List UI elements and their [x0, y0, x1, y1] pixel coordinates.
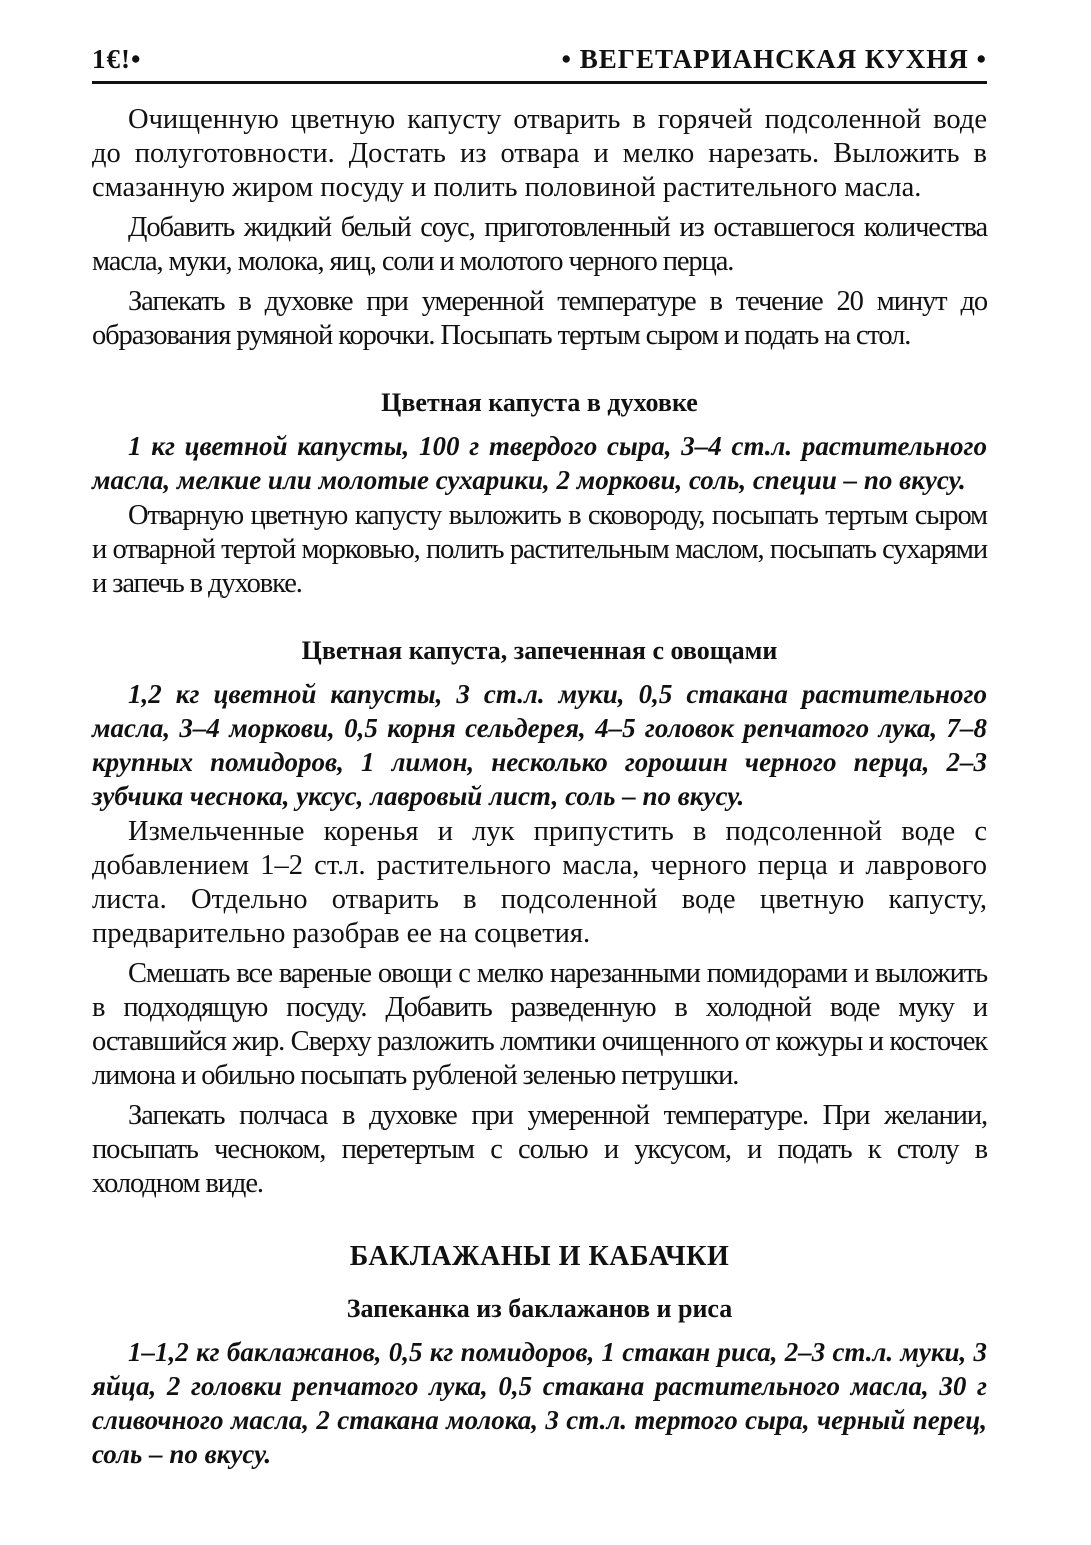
method-cauliflower-vegetables-2: Смешать все вареные овощи с мелко нарезанными помидорами и выложить в подходящую посуду. Добавить разведенную в холодной воде муку и оставшийся жир. Сверху разложить ломтики очищенного от кожуры и косточек лимона и обильно посыпать рубленой зеленью петрушки. — [92, 958, 987, 1091]
page-number: 1€!• — [92, 44, 142, 74]
section-running-title: • ВЕГЕТАРИАНСКАЯ КУХНЯ • — [561, 44, 987, 74]
method-cauliflower-vegetables-1: Измельченные коренья и лук припустить в подсоленной воде с добавлением 1–2 ст.л. растительного масла, черного перца и лаврового листа. Отдельно отварить в подсоленной воде цветную капусту, предварительно разобрав ее на соцветия. — [92, 816, 987, 949]
intro-paragraph-1: Очищенную цветную капусту отварить в горячей подсоленной воде до полуготовности. Достать из отвара и мелко нарезать. Выложить в смазанную жиром посуду и полить половиной растительного масла. — [92, 104, 987, 203]
intro-paragraph-2: Добавить жидкий белый соус, приготовленный из оставшегося количества масла, муки, молока, яиц, соли и молотого черного перца. — [92, 212, 987, 277]
recipe-title-cauliflower-oven: Цветная капуста в духовке — [381, 388, 698, 417]
recipe-title-eggplant-rice: Запеканка из баклажанов и риса — [346, 1294, 733, 1323]
ingredients-cauliflower-vegetables: 1,2 кг цветной капусты, 3 ст.л. муки, 0,5 стакана растительного масла, 3–4 моркови, 0,5 корня сельдерея, 4–5 головок репчатого лука, 7–8 крупных помидоров, 1 лимон, несколько горошин черного перца, 2–3 зубчика чеснока, уксус, лавровый лист, соль – по вкусу. — [92, 679, 987, 811]
method-cauliflower-vegetables-3: Запекать полчаса в духовке при умеренной температуре. При желании, посыпать чесноком, перетертым с солью и уксусом, и подать к столу в холодном виде. — [92, 1100, 987, 1199]
ingredients-cauliflower-oven: 1 кг цветной капусты, 100 г твердого сыра, 3–4 ст.л. растительного масла, мелкие или молотые сухарики, 2 моркови, соль, специи – по вкусу. — [92, 431, 987, 495]
running-head — [92, 44, 987, 84]
intro-paragraph-3: Запекать в духовке при умеренной температуре в течение 20 минут до образования румяной корочки. Посыпать тертым сыром и подать на стол. — [92, 286, 987, 351]
ingredients-eggplant-rice: 1–1,2 кг баклажанов, 0,5 кг помидоров, 1 стакан риса, 2–3 ст.л. муки, 3 яйца, 2 головки репчатого лука, 0,5 стакана растительного масла, 30 г сливочного масла, 2 стакана молока, 3 ст.л. тертого сыра, черный перец, соль – по вкусу. — [92, 1337, 987, 1469]
method-cauliflower-oven: Отварную цветную капусту выложить в сковороду, посыпать тертым сыром и отварной тертой морковью, полить растительным маслом, посыпать сухарями и запечь в духовке. — [92, 500, 987, 599]
page-content — [92, 103, 987, 1473]
section-heading: БАКЛАЖАНЫ И КАБАЧКИ — [349, 1241, 730, 1272]
recipe-title-cauliflower-vegetables: Цветная капуста, запеченная с овощами — [301, 636, 778, 665]
